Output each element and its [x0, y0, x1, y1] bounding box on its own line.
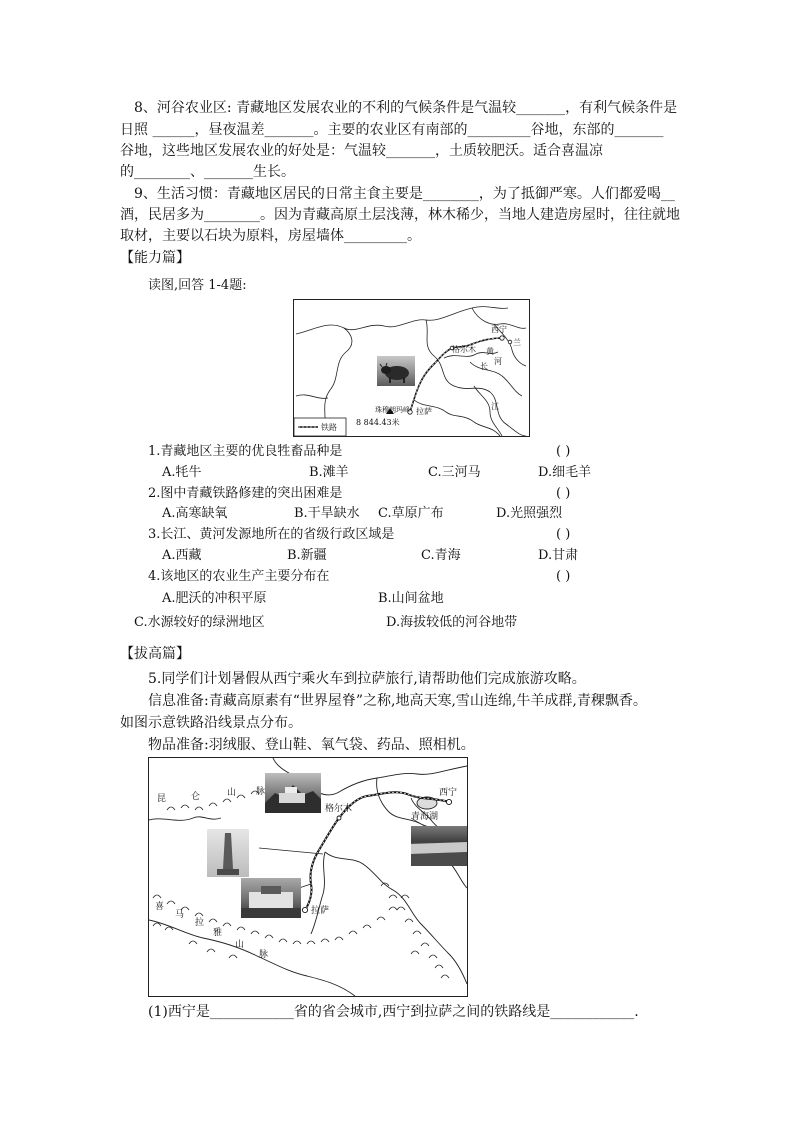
q8-line-4: 的________、_______生长。 [120, 164, 295, 180]
map2-label-shan: 山 [227, 788, 237, 798]
map2-label-shan2: 山 [235, 940, 245, 950]
map2-lasa-marker [302, 907, 307, 912]
lanzhou-marker [508, 340, 512, 344]
q5-line-3: 如图示意铁路沿线景点分布。 [120, 715, 302, 731]
xining-marker [500, 336, 504, 340]
question-3-option-b[interactable]: B.新疆 [287, 548, 327, 563]
map2-label-lun: 仑 [191, 792, 201, 802]
question-3-option-a[interactable]: A.西藏 [162, 548, 202, 563]
q8-line-3: 谷地，这些地区发展农业的好处是：气温较_______，土质较肥沃。适合喜温凉 [120, 143, 603, 159]
question-2-paren: ( ) [556, 486, 571, 501]
q5-line-4: 物品准备:羽绒服、登山鞋、氧气袋、药品、照相机。 [148, 737, 475, 753]
question-1-option-c[interactable]: C.三河马 [428, 465, 481, 480]
map2-label-ma: 马 [175, 910, 185, 920]
q9-line-1: 9、生活习惯：青藏地区居民的日常主食主要是________，为了抵御严寒。人们都爱喝__ [134, 186, 675, 202]
question-1-option-d[interactable]: D.细毛羊 [538, 465, 592, 480]
map1-label-everest: 珠穆朗玛峰 [375, 406, 410, 414]
yak-photo [377, 356, 415, 386]
q5-line-2: 信息准备:青藏高原素有“世界屋脊”之称,地高天寒,雪山连绵,牛羊成群,青稞飘香。 [148, 693, 647, 709]
question-1-option-a[interactable]: A.牦牛 [162, 465, 202, 480]
question-2-option-d[interactable]: D.光照强烈 [496, 506, 563, 521]
question-4-option-d[interactable]: D.海拔较低的河谷地带 [386, 615, 518, 630]
q5-line-1: 5.同学们计划暑假从西宁乘火车到拉萨旅行,请帮助他们完成旅游攻略。 [148, 671, 586, 687]
map1-label-jiang: 江 [491, 402, 499, 411]
map2-label-geermu: 格尔木 [325, 804, 353, 814]
question-1-paren: ( ) [556, 444, 571, 459]
map1-label-xining: 西宁 [491, 325, 507, 334]
potala-photo-bottom [241, 878, 301, 918]
q9-line-2: 酒，民居多为________。因为青藏高原土层浅薄，林木稀少，当地人建造房屋时，往往就地 [120, 207, 680, 223]
map2-geermu-marker [337, 816, 341, 820]
question-3-stem: 3.长江、黄河发源地所在的省级行政区域是 [148, 527, 395, 542]
question-1-option-b[interactable]: B.滩羊 [309, 465, 349, 480]
map2-label-la: 拉 [195, 918, 205, 928]
q9-line-3: 取材，主要以石块为原料，房屋墙体_________。 [120, 228, 421, 244]
tibet-railway-map [293, 299, 530, 437]
map2-label-lasa: 拉萨 [311, 906, 330, 916]
question-1-stem: 1.青藏地区主要的优良牲畜品种是 [148, 444, 343, 459]
q5-sub-1: (1)西宁是____________省的省会城市,西宁到拉萨之间的铁路线是____________. [148, 1004, 639, 1020]
qinghai-tibet-railway-map [148, 757, 468, 997]
question-4-option-c[interactable]: C.水源较好的绿洲地区 [134, 615, 265, 630]
qinghai-lake-photo [411, 826, 467, 866]
question-4-option-a[interactable]: A.肥沃的冲积平原 [162, 591, 267, 606]
map1-label-chang: 长 [480, 362, 488, 371]
question-2-option-a[interactable]: A.高寒缺氧 [162, 506, 228, 521]
question-3-option-d[interactable]: D.甘肃 [538, 548, 579, 563]
monument-photo [207, 829, 249, 877]
map1-label-elevation: 8 844.43米 [356, 418, 400, 427]
q8-line-2: 日照 ______，昼夜温差_______。主要的农业区有南部的_________谷地，东部的_______ [120, 122, 664, 138]
map1-label-geermu: 格尔木 [452, 345, 476, 354]
ability-heading: 【能力篇】 [120, 250, 190, 266]
question-3-option-c[interactable]: C.青海 [421, 548, 461, 563]
map2-label-xi: 喜 [155, 902, 165, 912]
map1-label-he: 河 [494, 357, 502, 366]
question-2-option-b[interactable]: B.干旱缺水 [294, 506, 360, 521]
ability-intro: 读图,回答 1-4题: [148, 278, 247, 293]
map2-label-mai2: 脉 [259, 950, 269, 960]
question-4-stem: 4.该地区的农业生产主要分布在 [148, 569, 330, 584]
map1-legend-railway: 铁路 [321, 423, 337, 432]
map1-label-lan: 兰 [513, 338, 521, 347]
question-3-paren: ( ) [556, 527, 571, 542]
q8-line-1: 8、河谷农业区: 青藏地区发展农业的不利的气候条件是气温较_______，有利气候条件是 [134, 100, 678, 116]
question-4-paren: ( ) [556, 569, 571, 584]
potala-photo-top [265, 773, 321, 813]
map2-label-ya: 雅 [213, 928, 223, 938]
map2-label-qinghaihu: 青海湖 [411, 812, 439, 822]
map1-label-huang: 黄 [486, 347, 494, 356]
question-2-option-c[interactable]: C.草原广布 [378, 506, 444, 521]
question-2-stem: 2.图中青藏铁路修建的突出困难是 [148, 486, 343, 501]
map2-label-xining: 西宁 [439, 788, 458, 798]
map2-xining-marker [446, 799, 451, 804]
advanced-heading: 【拔高篇】 [120, 646, 190, 662]
map2-label-kun: 昆 [157, 794, 167, 804]
map2-label-mai: 脉 [256, 787, 266, 797]
map1-label-lasa: 拉萨 [416, 407, 432, 416]
question-4-option-b[interactable]: B.山间盆地 [378, 591, 444, 606]
